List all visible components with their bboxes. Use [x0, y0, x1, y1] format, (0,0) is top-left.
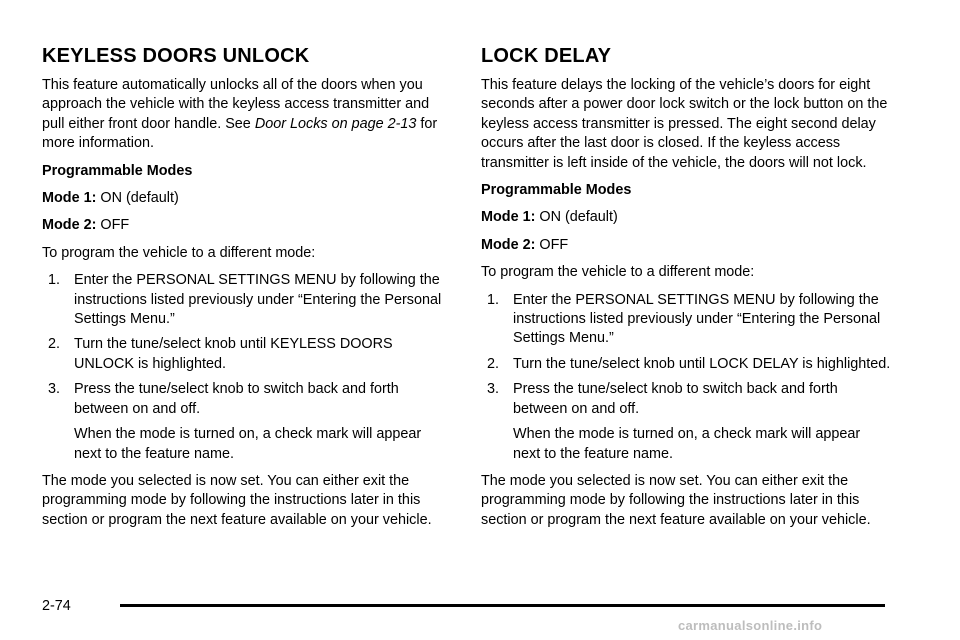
step-text: Enter the PERSONAL SETTINGS MENU by following the instructions listed previously under “Entering the Personal Settings Menu.”: [513, 291, 881, 347]
step-number: 3.: [48, 381, 61, 398]
steps-list: [481, 291, 891, 419]
steps-list: [42, 271, 452, 419]
mode-1-label: Mode 1:: [42, 190, 97, 207]
intro-text: This feature automatically unlocks all of the doors when you approach the vehicle with the keyless access transmitter and pull either front door handle. See: [42, 77, 430, 132]
step-number: 1.: [48, 272, 61, 289]
modes-heading: Programmable Modes: [42, 162, 193, 179]
mode-2-value: OFF: [100, 217, 130, 234]
list-item: [42, 271, 452, 329]
intro-text-end: for more information.: [42, 115, 438, 152]
step-number: 2.: [487, 355, 500, 372]
cross-reference-link[interactable]: Door Locks on page 2-13: [254, 115, 417, 132]
page-number: 2-74: [42, 598, 71, 614]
mode-2-label: Mode 2:: [481, 236, 536, 253]
step-text: Press the tune/select knob to switch back and forth between on and off.: [513, 381, 838, 417]
step-text: Press the tune/select knob to switch back and forth between on and off.: [74, 381, 399, 417]
step-text: Turn the tune/select knob until LOCK DELAY is highlighted.: [513, 355, 891, 372]
section-heading: LOCK DELAY: [481, 45, 612, 67]
step-note: When the mode is turned on, a check mark will appear next to the feature name.: [513, 426, 861, 462]
closing-paragraph: The mode you selected is now set. You can either exit the programming mode by following the instructions later in this section or program the next feature available on your vehicle.: [481, 472, 871, 528]
step-text: Turn the tune/select knob until KEYLESS DOORS UNLOCK is highlighted.: [74, 336, 393, 372]
section-heading: KEYLESS DOORS UNLOCK: [42, 45, 310, 67]
intro-paragraph: [42, 76, 452, 154]
program-intro: To program the vehicle to a different mode:: [42, 244, 316, 261]
list-item: [481, 355, 891, 374]
column-keyless-doors-unlock: [42, 44, 452, 538]
mode-2: [42, 216, 452, 235]
step-number: 1.: [487, 291, 500, 308]
mode-1: [481, 208, 891, 227]
intro-paragraph: This feature delays the locking of the vehicle’s doors for eight seconds after a power door lock switch or the lock button on the keyless access transmitter is pressed. The eight second delay occurs after the last door is closed. If the keyless access transmitter is left inside of the vehicle, the doors will not lock.: [481, 77, 888, 171]
mode-2-label: Mode 2:: [42, 217, 97, 234]
mode-2-value: OFF: [539, 236, 569, 253]
mode-1-value: ON (default): [539, 209, 618, 226]
mode-2: [481, 236, 891, 255]
step-number: 2.: [48, 336, 61, 353]
list-item: [42, 380, 452, 419]
closing-paragraph: The mode you selected is now set. You can either exit the programming mode by following the instructions later in this section or program the next feature available on your vehicle.: [42, 472, 432, 528]
mode-1: [42, 189, 452, 208]
step-text: Enter the PERSONAL SETTINGS MENU by following the instructions listed previously under “Entering the Personal Settings Menu.”: [74, 272, 442, 328]
list-item: [42, 335, 452, 374]
list-item: [481, 291, 891, 349]
column-lock-delay: [481, 44, 891, 538]
step-note: When the mode is turned on, a check mark will appear next to the feature name.: [74, 426, 422, 462]
mode-1-label: Mode 1:: [481, 209, 536, 226]
program-intro: To program the vehicle to a different mode:: [481, 264, 755, 281]
mode-1-value: ON (default): [100, 190, 179, 207]
footer-divider: [120, 604, 885, 607]
step-number: 3.: [487, 381, 500, 398]
watermark: carmanualsonline.info: [678, 618, 823, 633]
modes-heading: Programmable Modes: [481, 182, 632, 199]
list-item: [481, 380, 891, 419]
